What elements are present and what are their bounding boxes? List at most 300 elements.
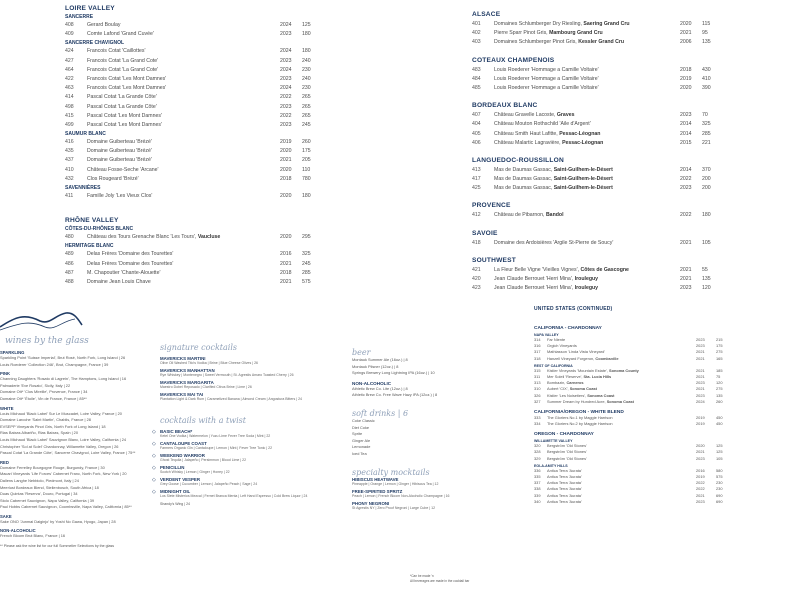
cocktail-glass-icon: ◇	[152, 453, 156, 459]
bin-number: 406	[472, 139, 481, 146]
cocktails-section	[152, 343, 335, 507]
wine-producer: Antica Terra 'Aurata'	[547, 467, 582, 473]
wine-producer: Louis Roederer 'Hommage a Camille Voltaire'	[494, 66, 599, 73]
wine-producer: Pierre Sparr Pinot Gris,	[494, 30, 548, 37]
wine-producer: Domaines Schlumberger Pinot Gris,	[494, 39, 577, 46]
wine-vintage: 2024	[280, 66, 292, 73]
glass-item: Macari Vineyards 'Life Forces' Cabernet Franc, North Fork, New York | 20	[0, 471, 127, 477]
wine-name	[494, 139, 680, 148]
wine-row	[65, 147, 320, 156]
wine-row	[65, 278, 320, 287]
glass-item: Dallens Langhe Nebbiolo, Piedmont, Italy | 24	[0, 477, 79, 483]
wine-name	[87, 112, 280, 121]
cocktail-name: MAVERICKS MANHATTAN	[160, 368, 215, 373]
wine-price: 410	[702, 75, 711, 82]
wine-vintage: 2015	[680, 139, 692, 146]
wine-appellation: Graves	[556, 112, 575, 119]
wine-vintage: 2019	[696, 474, 705, 479]
wine-appellation: Sonoma Coast	[606, 398, 634, 404]
region-heading: COTEAUX CHAMPENOIS	[472, 56, 555, 64]
wine-name	[87, 57, 280, 66]
bin-number: 435	[65, 148, 74, 155]
wine-price: 175	[302, 148, 311, 155]
wine-price: 75	[716, 373, 721, 379]
region-heading: CALIFORNIA - CHARDONNAY	[534, 326, 602, 331]
bin-number: 432	[65, 175, 74, 182]
cocktail-item	[152, 465, 335, 474]
wine-price: 245	[302, 121, 311, 128]
wine-row	[472, 284, 720, 293]
cocktail-name: HIBISCUS HEATWAVE	[352, 476, 399, 482]
wine-row	[65, 175, 320, 184]
wine-vintage: 2020	[680, 84, 692, 91]
wine-price: 205	[302, 157, 311, 164]
wine-name	[494, 239, 680, 248]
wine-price: 95	[702, 30, 708, 37]
cocktail-description: Ketel One Vodka | Watermelon | Yuzu Lime Fever Tree Soda | Mint | 22	[160, 434, 271, 438]
soft-drink-item: Sprite	[352, 431, 363, 437]
wine-producer: Château Gravelle Lacoste,	[494, 112, 556, 119]
bin-number: 315	[534, 367, 541, 373]
wine-name	[87, 156, 280, 165]
wine-price: 125	[716, 443, 723, 449]
cocktail-item	[160, 392, 335, 401]
wine-row	[65, 121, 320, 130]
bin-number: 313	[534, 380, 541, 386]
wine-vintage: 2023	[280, 103, 292, 110]
bin-number: 437	[65, 157, 74, 164]
wine-name	[494, 111, 680, 120]
wine-name	[494, 20, 680, 29]
wine-price: 260	[716, 398, 723, 404]
wine-price: 450	[716, 414, 723, 420]
wine-price: 450	[716, 421, 723, 427]
wine-row	[472, 29, 720, 38]
glass-item: Louis Roederer 'Collection 246', Brut, Champagne, France | 39	[0, 361, 109, 367]
wave-divider-art	[0, 305, 90, 335]
wine-row	[65, 84, 320, 93]
loire-rhone-section	[65, 4, 320, 287]
wine-row	[65, 112, 320, 121]
wine-producer: Château Malartic Lagravière,	[494, 139, 561, 146]
region-heading: BORDEAUX BLANC	[472, 102, 538, 110]
wine-row	[65, 250, 320, 259]
wine-row	[472, 111, 720, 120]
bin-number: 412	[472, 212, 481, 219]
bin-number: 409	[65, 31, 74, 38]
wine-vintage: 2024	[696, 398, 705, 404]
wine-row	[472, 139, 720, 148]
wine-producer: Summer Dream by Hundred Acre,	[547, 398, 606, 404]
wine-vintage: 2021	[696, 367, 705, 373]
wine-price: 265	[302, 103, 311, 110]
wine-price: 180	[302, 31, 311, 38]
bin-number: 338	[534, 486, 541, 492]
wine-name	[494, 120, 680, 129]
glass-item: Christopher 'Sol at Solel' Chardonnay, Willamette Valley, Oregon | 26	[0, 443, 119, 449]
glass-item: Rias Baixas Albariño, Rias Baixas, Spain | 20	[0, 430, 78, 436]
wine-name	[87, 250, 280, 259]
wine-name	[87, 278, 280, 287]
wine-row	[472, 184, 720, 193]
wine-price: 265	[302, 94, 311, 101]
wine-name	[87, 121, 280, 130]
glass-item: Sparkling Point 'Suisse Imperial', Brut Rosé, North Fork, Long Island | 26	[0, 355, 126, 360]
wine-name	[547, 356, 696, 362]
cocktail-item	[352, 489, 482, 498]
wine-name	[494, 66, 680, 75]
wine-row	[65, 57, 320, 66]
wine-vintage: 2023	[696, 498, 705, 504]
wine-row	[472, 66, 720, 75]
cocktail-name: CANTALOUPE COAST	[160, 441, 207, 446]
wine-name	[87, 21, 280, 30]
wine-appellation: Sonoma County	[608, 367, 639, 373]
soft-drink-item: Diet Coke	[352, 424, 370, 430]
wine-vintage: 2020	[280, 148, 292, 155]
beverages-section	[352, 348, 482, 513]
wine-appellation: Sta. Lucia Hills	[583, 373, 612, 379]
bin-number: 410	[65, 166, 74, 173]
cocktail-glass-icon: ◇	[152, 489, 156, 495]
wine-price: 221	[702, 139, 711, 146]
wine-vintage: 2023	[696, 343, 705, 349]
wine-name	[494, 29, 680, 38]
wine-vintage: 2021	[696, 355, 705, 361]
wine-vintage: 2021	[696, 449, 705, 455]
wine-producer: Delas Frères 'Domaine des Tourettes'	[87, 251, 174, 258]
cocktail-item	[352, 477, 482, 486]
wine-vintage: 2021	[680, 239, 692, 246]
wine-producer: The Gloriers No.2 by Maggie Harrison	[547, 421, 613, 427]
wine-producer: Domaine des Ardoisières 'Argile St-Pierre de Soucy'	[494, 239, 614, 246]
region-heading: RHÔNE VALLEY	[65, 217, 119, 225]
wine-vintage: 2021	[280, 260, 292, 267]
subregion-heading: HERMITAGE BLANC	[65, 243, 114, 250]
cocktail-name: MIDNIGHT OIL	[160, 489, 191, 494]
wine-vintage: 2023	[696, 380, 705, 386]
subregion-heading: NAPA VALLEY	[534, 333, 559, 337]
bin-number: 401	[472, 21, 481, 27]
bin-number: 418	[472, 239, 481, 246]
region-heading: ALSACE	[472, 11, 501, 18]
cocktail-description: Ghost Tequila | Jalapeño | Persimmon | Blood Lime | 22	[160, 458, 247, 462]
cocktail-glass-icon: ◇	[152, 441, 156, 447]
wine-name	[87, 269, 280, 278]
wine-price: 200	[702, 176, 711, 183]
glass-item: Domaine Ott* 'Clos Mireille', Provence, France | 34	[0, 389, 88, 395]
wine-price: 275	[716, 386, 723, 392]
rhone-list	[65, 225, 320, 287]
bin-number: 336	[534, 467, 541, 473]
cocktail-description: St Agrestis NY | Zero Proof Negroni | Large Cube | 12	[352, 505, 436, 510]
cocktail-description: Olive Oil Washed Tito's Vodka | Brine | Blue Cheese Olives | 26	[160, 361, 259, 365]
wine-producer: The Gloriers No.1 by Maggie Harrison	[547, 414, 613, 420]
wine-price: 325	[302, 251, 311, 258]
cocktail-item	[160, 380, 335, 389]
wine-producer: Pascal Cotat 'Les Mont Damnes'	[87, 112, 162, 119]
glass-category-heading: WHITE	[0, 405, 14, 411]
wine-producer: Mas de Daumas Gassac,	[494, 176, 553, 183]
wine-producer: Domaine Jean Louis Chave	[87, 278, 151, 285]
bin-number: 416	[65, 139, 74, 146]
cocktail-name: MAVERICKS MARGARITA	[160, 380, 214, 385]
wine-appellation: Irouleguy	[574, 276, 599, 282]
cocktail-name: FREE-SPIRITED SPRITZ	[352, 488, 403, 494]
bin-number: 334	[534, 421, 541, 427]
wine-row	[472, 166, 720, 175]
wine-price: 200	[702, 185, 711, 192]
wine-vintage: 2022	[280, 94, 292, 101]
wine-vintage: 2022	[696, 486, 705, 492]
wine-appellation: Irouleguy	[574, 285, 599, 292]
wine-row	[472, 211, 720, 220]
bin-number: 326	[534, 392, 541, 398]
wine-price: 325	[702, 121, 711, 128]
wine-price: 230	[716, 486, 723, 492]
wine-vintage: 2020	[280, 234, 292, 241]
na-beer-item: Athletic Brew Co. Lite (12oz.) | 8	[352, 385, 408, 391]
bin-number: 414	[65, 94, 74, 101]
wine-price: 135	[702, 276, 711, 282]
wine-row	[534, 356, 730, 362]
wine-row	[65, 233, 320, 242]
bin-number: 328	[534, 449, 541, 455]
wine-producer: Far Niente	[547, 337, 566, 342]
glass-item: Louis Michaud 'Black Label' Sauvignon Blanc, Loire Valley, California | 24	[0, 436, 127, 442]
glass-title: wines by the glass	[5, 336, 89, 346]
wine-producer: Mas de Daumas Gassac,	[494, 185, 553, 192]
glass-item: Palmaderie 'Eve Rosato', Sicily, Italy | 22	[0, 382, 71, 388]
wine-producer: Louis Roederer 'Hommage a Camille Voltaire'	[494, 84, 599, 91]
wine-price: 245	[302, 260, 311, 267]
bin-number: 403	[472, 39, 481, 46]
cocktail-description: Rye Whiskey | Montenegro | Sweet Vermouth | St. Agrestis Amaro Toasted Cherry | 26	[160, 373, 294, 377]
wine-appellation: Saint-Guilhem-le-Désert	[553, 166, 613, 173]
wine-name	[87, 147, 280, 156]
wine-vintage: 2023	[696, 337, 705, 342]
soft-drink-item: Lemonade	[352, 444, 371, 450]
wine-producer: Bergström 'Old Stones'	[547, 449, 587, 455]
wine-vintage: 2020	[680, 21, 692, 27]
wine-price: 430	[702, 66, 711, 73]
wine-row	[65, 166, 320, 175]
wine-row	[472, 20, 720, 29]
subregion-heading: REST OF CALIFORNIA	[534, 363, 573, 368]
bin-number: 422	[65, 75, 74, 82]
wine-price: 125	[716, 449, 723, 455]
wine-row	[472, 130, 720, 139]
bin-number: 425	[472, 185, 481, 192]
wine-row	[472, 275, 720, 284]
glass-list	[0, 350, 150, 540]
wine-name	[87, 260, 280, 269]
wine-price: 165	[716, 355, 723, 361]
bin-number: 318	[534, 355, 541, 361]
wine-producer: Château des Tours Grenache Blanc 'Les Tours',	[87, 234, 197, 241]
wine-producer: Mer Soleil 'Reserve',	[547, 373, 583, 379]
wine-price: 275	[716, 349, 723, 355]
wine-price: 105	[716, 455, 723, 461]
wine-row	[472, 120, 720, 129]
wine-price: 285	[302, 269, 311, 276]
wine-price: 175	[716, 343, 723, 349]
wine-price: 70	[702, 112, 708, 119]
cocktail-description: Scotch Whisky | Lemon | Ginger | Honey | 22	[160, 470, 230, 474]
wine-price: 185	[716, 367, 723, 373]
bin-number: 320	[534, 443, 541, 449]
wine-appellation: Saering Grand Cru	[583, 21, 630, 27]
wine-price: 230	[716, 480, 723, 486]
beer-title: beer	[352, 348, 371, 357]
wine-row	[65, 103, 320, 112]
region-heading: CALIFORNIA/OREGON - WHITE BLEND	[534, 409, 624, 415]
wine-price: 135	[716, 392, 723, 398]
cocktail-description: Los Siete Misterios Mezcal | Fernet Branca Menta | Left Hand Espresso | Cold Brew Liquor | 24	[160, 494, 308, 498]
wine-producer: Antica Terra 'Aurata'	[547, 498, 582, 504]
wine-vintage: 2021	[680, 266, 692, 273]
wine-row	[534, 456, 730, 462]
wine-producer: Domaine Guiberteau 'Brézé'	[87, 157, 152, 164]
glass-item: Domaine Laroche 'Saint Martin', Chablis, France | 28	[0, 417, 91, 423]
bin-number: 483	[472, 66, 481, 73]
wine-price: 690	[716, 492, 723, 498]
wine-name	[547, 399, 696, 405]
subregion-heading: SAVENNIÈRES	[65, 185, 101, 191]
wine-producer: Antica Terra 'Aurata'	[547, 480, 582, 486]
wine-name	[494, 266, 680, 275]
subregion-heading: SANCERRE	[65, 14, 94, 20]
twist-tail: Shandy's Wing | 24	[160, 502, 190, 506]
wine-name	[87, 75, 280, 84]
wine-price: 180	[302, 48, 311, 55]
soft-drinks-title: soft drinks | 6	[352, 408, 409, 418]
glass-item: French Bloom Brut Blanc, France | 16	[0, 533, 66, 539]
bin-number: 499	[65, 121, 74, 128]
wine-name	[547, 421, 696, 427]
soft-drink-item: Coke Classic	[352, 417, 375, 423]
cocktail-item	[152, 429, 335, 438]
bin-number: 327	[534, 398, 541, 404]
bin-number: 463	[65, 85, 74, 92]
glass-item: Sake ONO 'Junmai Daiginjo' by Yoshi No Gawa, Hyogo, Japan | 28	[0, 518, 116, 524]
wine-vintage: 2006	[680, 39, 692, 46]
wine-name	[494, 75, 680, 84]
wine-vintage: 2014	[680, 130, 692, 137]
wine-price: 215	[716, 337, 723, 342]
wine-producer: La Fleur Belle Vigne 'Vieilles Vignes',	[494, 266, 580, 273]
wine-price: 390	[702, 84, 711, 91]
subregion-heading: EOLA-AMITY HILLS	[534, 463, 568, 468]
na-beer-heading: NON-ALCOHOLIC	[352, 380, 392, 386]
bin-number: 464	[65, 66, 74, 73]
wine-vintage: 2019	[680, 75, 692, 82]
wine-vintage: 2023	[680, 185, 692, 192]
wine-vintage: 2023	[680, 285, 692, 292]
wine-appellation: Saint-Guilhem-le-Désert	[553, 185, 613, 192]
france-regions-section	[472, 10, 720, 293]
bin-number: 489	[65, 251, 74, 258]
soft-drinks-list	[352, 418, 482, 458]
mocktail-list	[352, 477, 482, 510]
wine-price: 125	[302, 22, 311, 28]
loire-list	[65, 13, 320, 201]
wine-name	[547, 499, 696, 505]
wine-vintage: 2014	[680, 121, 692, 128]
wine-appellation: Kessler Grand Cru	[578, 39, 625, 46]
wine-row	[472, 75, 720, 84]
wine-vintage: 2021	[680, 30, 692, 37]
wines-by-the-glass	[0, 336, 150, 549]
wine-vintage: 2021	[280, 157, 292, 164]
wine-producer: Domaines Schlumberger Dry Riesling,	[494, 21, 582, 27]
wine-name	[494, 38, 680, 47]
wine-name	[87, 93, 280, 102]
wine-name	[87, 30, 280, 39]
wine-row	[472, 239, 720, 248]
bin-number: 339	[534, 492, 541, 498]
wine-price: 370	[702, 166, 711, 173]
cocktail-description: Grey Goose | Cucumber | Lemon | Jalapeño Peach | Sage | 24	[160, 482, 258, 486]
wine-name	[87, 138, 280, 147]
wine-vintage: 2020	[280, 166, 292, 173]
region-heading: SOUTHWEST	[472, 256, 516, 264]
glass-footnote: ** Please ask the wine list for our full Sommelier Selections by the glass	[0, 544, 115, 549]
wine-appellation: Sonoma Coast	[569, 386, 597, 392]
wine-price: 780	[302, 175, 311, 182]
wine-vintage: 2023	[696, 392, 705, 398]
wine-name	[494, 175, 680, 184]
wine-vintage: 2018	[280, 175, 292, 182]
wine-name	[494, 184, 680, 193]
wine-appellation: Vaucluse	[197, 234, 221, 241]
beer-list	[352, 357, 482, 377]
cocktail-description: Farmers Organic Gin | Cantaloupe | Lemon | Mint | Fever Tree Tonic | 22	[160, 446, 273, 450]
bin-number: 417	[472, 176, 481, 183]
wine-name	[87, 84, 280, 93]
wine-producer: Mas de Daumas Gassac,	[494, 166, 553, 173]
subregion-heading: SANCERRE CHAVIGNOL	[65, 40, 125, 47]
cocktail-name: PENICILLIN	[160, 465, 185, 470]
glass-item: EVSEPP Vineyards Pinot Gris, North Fork of Long Island | 18	[0, 423, 106, 429]
bin-number: 421	[472, 266, 481, 273]
wine-price: 180	[702, 212, 711, 219]
cocktail-glass-icon: ◇	[152, 429, 156, 435]
wine-row	[534, 399, 730, 405]
glass-category-heading: SAKE	[0, 513, 12, 519]
glass-item: Stolo Cabernet Sauvignon, Napa Valley, California | 39	[0, 497, 95, 503]
wine-vintage: 2021	[280, 278, 292, 285]
wine-price: 115	[702, 21, 711, 27]
wine-price: 575	[302, 278, 311, 285]
wine-producer: Domaine Guiberteau 'Brézé'	[87, 148, 152, 155]
cocktail-description: Pineapple | Orange | Lemon | Ginger | Hibiscus Tea | 12	[352, 481, 439, 486]
wine-producer: Château de Pibarnon,	[494, 212, 545, 219]
bin-number: 335	[534, 474, 541, 479]
wine-price: 55	[702, 266, 708, 273]
soft-drink-item: Iced Tea	[352, 450, 367, 456]
wine-name	[87, 175, 280, 184]
wine-vintage: 2014	[680, 166, 692, 173]
beer-item: Montauk Summer Ale (16oz.) | 8	[352, 357, 408, 362]
wine-price: 580	[716, 467, 723, 473]
wine-name	[87, 66, 280, 75]
glass-item: Domaine Ott* 'Étoile', Vin de France, France | 85**	[0, 395, 87, 401]
cocktail-item	[152, 477, 335, 486]
wine-producer: Jean Claude Berrouet 'Herri Mina',	[494, 285, 574, 292]
cocktail-glass-icon: ◇	[152, 465, 156, 471]
wine-producer: Kistler 'Les Noisetiers',	[547, 392, 587, 398]
